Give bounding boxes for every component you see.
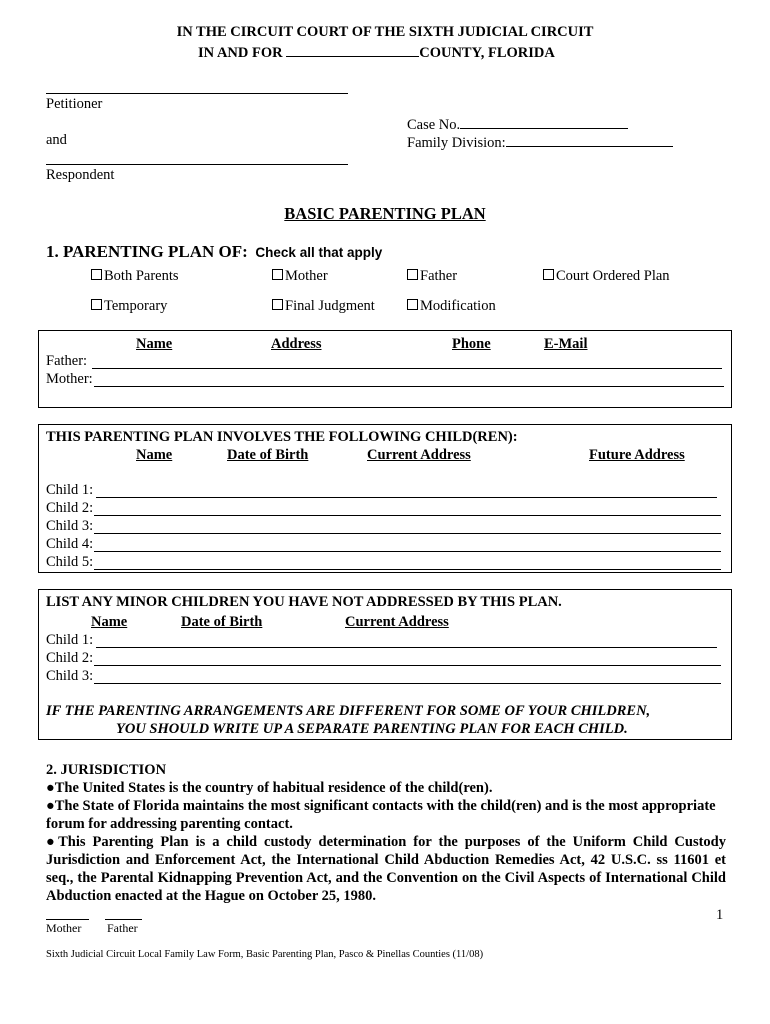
jurisdiction-bullet-3: ●This Parenting Plan is a child custody determination for the purposes of the Uniform Child Custody Jurisdiction and Enforcement Act, the International Child Abduction Remedies Act, 42 U.S.C. ss 11601 et seq., the Parental Kidnapping Prevention Act, and the Convention on the Civil Aspects of International Child Abduction enacted at the Hague on October 25, 1980. <box>46 834 727 904</box>
option-both-parents[interactable]: Both Parents <box>91 268 179 285</box>
page-number: 1 <box>716 907 724 923</box>
page-title: BASIC PARENTING PLAN <box>284 204 486 223</box>
respondent-line[interactable] <box>46 164 348 165</box>
family-division-row <box>407 132 673 152</box>
checkbox-icon[interactable] <box>407 269 418 280</box>
option-court-ordered-plan[interactable]: Court Ordered Plan <box>543 268 670 285</box>
form-info: Sixth Judicial Circuit Local Family Law Form, Basic Parenting Plan, Pasco & Pinellas Counties (11/08) <box>46 949 484 960</box>
family-division-label: Family Division: <box>407 135 506 151</box>
and-label: and <box>46 132 67 148</box>
mother-initials-label: Mother <box>46 921 82 935</box>
minor-2-label: Child 2: <box>46 650 94 666</box>
section1-instruction: Check all that apply <box>255 245 383 260</box>
child-col-current-address: Current Address <box>367 447 471 463</box>
section1-heading: 1. PARENTING PLAN OF: <box>46 242 248 261</box>
minor-col-name: Name <box>91 614 128 630</box>
children-heading: THIS PARENTING PLAN INVOLVES THE FOLLOWING CHILD(REN): <box>46 429 518 445</box>
child-3-field[interactable] <box>94 533 721 534</box>
father-field[interactable] <box>92 368 722 369</box>
col-name: Name <box>136 336 173 352</box>
option-modification[interactable]: Modification <box>407 298 496 315</box>
minor-col-current-address: Current Address <box>345 614 449 630</box>
child-1-label: Child 1: <box>46 482 94 498</box>
petitioner-label: Petitioner <box>46 96 103 112</box>
case-number-field[interactable] <box>460 114 628 129</box>
child-col-name: Name <box>136 447 173 463</box>
mother-initials-field[interactable] <box>46 919 89 920</box>
mother-field[interactable] <box>94 386 724 387</box>
checkbox-icon[interactable] <box>272 269 283 280</box>
option-father[interactable]: Father <box>407 268 457 285</box>
bullet-icon: ● <box>46 780 55 796</box>
minor-3-label: Child 3: <box>46 668 94 684</box>
minor-1-label: Child 1: <box>46 632 94 648</box>
minor-col-dob: Date of Birth <box>181 614 263 630</box>
checkbox-icon[interactable] <box>272 299 283 310</box>
minor-1-field[interactable] <box>96 647 717 648</box>
child-1-field[interactable] <box>96 497 717 498</box>
case-number-row <box>407 114 628 134</box>
minor-3-field[interactable] <box>94 683 721 684</box>
child-3-label: Child 3: <box>46 518 94 534</box>
minors-heading: LIST ANY MINOR CHILDREN YOU HAVE NOT ADDRESSED BY THIS PLAN. <box>46 594 562 610</box>
child-5-label: Child 5: <box>46 554 94 570</box>
county-field[interactable] <box>286 42 419 57</box>
mother-label: Mother: <box>46 371 93 387</box>
court-header-line2 <box>198 42 555 62</box>
child-4-field[interactable] <box>94 551 721 552</box>
father-label: Father: <box>46 353 88 369</box>
father-initials-field[interactable] <box>105 919 142 920</box>
family-division-field[interactable] <box>506 132 673 147</box>
bullet-icon: ● <box>46 798 55 814</box>
checkbox-icon[interactable] <box>543 269 554 280</box>
checkbox-icon[interactable] <box>91 269 102 280</box>
court-header-prefix: IN AND FOR <box>198 45 287 61</box>
option-temporary[interactable]: Temporary <box>91 298 167 315</box>
court-header-suffix: COUNTY, FLORIDA <box>419 45 555 61</box>
court-header-line1: IN THE CIRCUIT COURT OF THE SIXTH JUDICIAL CIRCUIT <box>176 24 594 40</box>
child-5-field[interactable] <box>94 569 721 570</box>
child-2-field[interactable] <box>94 515 721 516</box>
case-number-label: Case No. <box>407 117 461 133</box>
section1-heading-row <box>46 242 382 262</box>
option-final-judgment[interactable]: Final Judgment <box>272 298 375 315</box>
col-email: E-Mail <box>544 336 588 352</box>
father-initials-label: Father <box>107 921 138 935</box>
separate-plan-note-line2: YOU SHOULD WRITE UP A SEPARATE PARENTING PLAN FOR EACH CHILD. <box>116 721 628 737</box>
separate-plan-note-line1: IF THE PARENTING ARRANGEMENTS ARE DIFFERENT FOR SOME OF YOUR CHILDREN, <box>46 703 651 719</box>
col-phone: Phone <box>452 336 491 352</box>
section2-heading: 2. JURISDICTION <box>46 762 167 778</box>
checkbox-icon[interactable] <box>407 299 418 310</box>
bullet-icon: ● <box>46 834 59 850</box>
child-col-dob: Date of Birth <box>227 447 309 463</box>
jurisdiction-bullet-2: ●The State of Florida maintains the most significant contacts with the child(ren) and is the most appropriate forum for addressing parenting contact. <box>46 798 716 832</box>
col-address: Address <box>271 336 322 352</box>
respondent-label: Respondent <box>46 167 115 183</box>
petitioner-line[interactable] <box>46 93 348 94</box>
minor-2-field[interactable] <box>94 665 721 666</box>
jurisdiction-bullet-1: ●The United States is the country of habitual residence of the child(ren). <box>46 780 493 796</box>
child-col-future-address: Future Address <box>589 447 685 463</box>
child-4-label: Child 4: <box>46 536 94 552</box>
checkbox-icon[interactable] <box>91 299 102 310</box>
child-2-label: Child 2: <box>46 500 94 516</box>
option-mother[interactable]: Mother <box>272 268 328 285</box>
